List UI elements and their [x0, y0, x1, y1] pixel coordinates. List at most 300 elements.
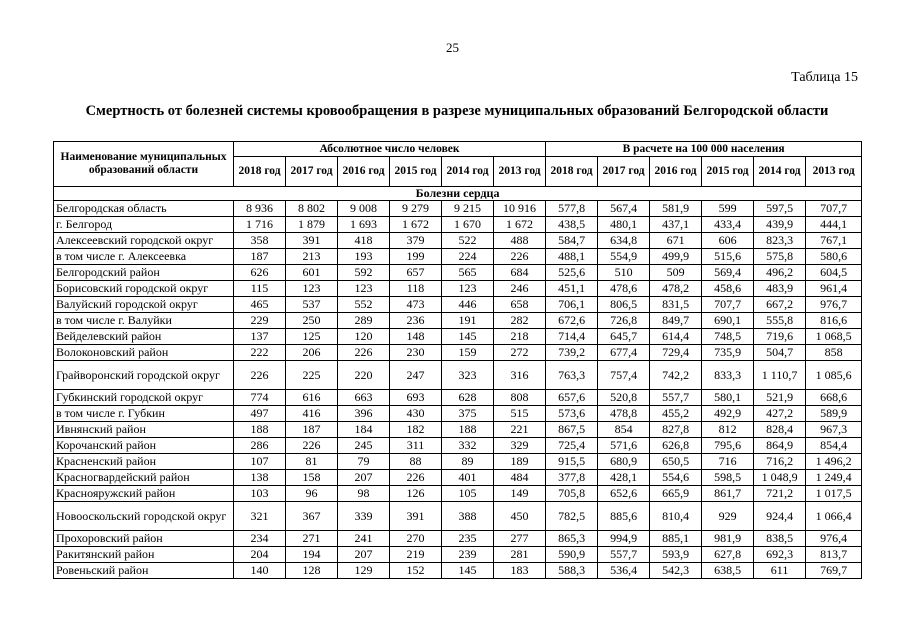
- column-group-absolute: Абсолютное число человек: [234, 142, 546, 157]
- absolute-count-cell: 123: [286, 281, 338, 297]
- municipality-name: Борисовский городской округ: [54, 281, 234, 297]
- rate-per-100000-cell: 858: [806, 345, 862, 361]
- table-row: [54, 313, 862, 329]
- absolute-count-cell: 191: [442, 313, 494, 329]
- rate-per-100000-cell: 580,1: [702, 390, 754, 406]
- absolute-count-cell: 219: [390, 547, 442, 563]
- rate-per-100000-cell: 1 066,4: [806, 502, 862, 531]
- absolute-count-cell: 401: [442, 470, 494, 486]
- absolute-count-cell: 488: [494, 233, 546, 249]
- absolute-count-cell: 321: [234, 502, 286, 531]
- column-header-name: Наименование муниципальных образований области: [54, 142, 234, 187]
- absolute-count-cell: 158: [286, 470, 338, 486]
- absolute-count-cell: 107: [234, 454, 286, 470]
- rate-per-100000-cell: 599: [702, 201, 754, 217]
- document-title: Смертность от болезней системы кровообращения в разрезе муниципальных образований Белгородской области: [85, 103, 829, 119]
- absolute-count-cell: 329: [494, 438, 546, 454]
- rate-per-100000-cell: 488,1: [546, 249, 598, 265]
- rate-per-100000-cell: 427,2: [754, 406, 806, 422]
- rate-per-100000-cell: 690,1: [702, 313, 754, 329]
- rate-per-100000-cell: 438,5: [546, 217, 598, 233]
- absolute-count-cell: 416: [286, 406, 338, 422]
- absolute-count-cell: 418: [338, 233, 390, 249]
- absolute-count-cell: 115: [234, 281, 286, 297]
- rate-per-100000-cell: 597,5: [754, 201, 806, 217]
- rate-per-100000-cell: 994,9: [598, 531, 650, 547]
- rate-per-100000-cell: 478,6: [598, 281, 650, 297]
- rate-per-100000-cell: 377,8: [546, 470, 598, 486]
- absolute-count-cell: 658: [494, 297, 546, 313]
- municipality-name: Белгородский район: [54, 265, 234, 281]
- absolute-count-cell: 118: [390, 281, 442, 297]
- rate-per-100000-cell: 705,8: [546, 486, 598, 502]
- absolute-count-cell: 358: [234, 233, 286, 249]
- municipality-name: Корочанский район: [54, 438, 234, 454]
- absolute-count-cell: 522: [442, 233, 494, 249]
- absolute-count-cell: 9 008: [338, 201, 390, 217]
- rate-per-100000-cell: 542,3: [650, 563, 702, 579]
- section-title: Болезни сердца: [54, 187, 862, 201]
- rate-per-100000-cell: 577,8: [546, 201, 598, 217]
- rate-per-100000-cell: 606: [702, 233, 754, 249]
- rate-per-100000-cell: 706,1: [546, 297, 598, 313]
- rate-per-100000-cell: 569,4: [702, 265, 754, 281]
- rate-per-100000-cell: 627,8: [702, 547, 754, 563]
- absolute-count-cell: 123: [338, 281, 390, 297]
- table-row: [54, 563, 862, 579]
- rate-per-100000-cell: 961,4: [806, 281, 862, 297]
- rate-per-100000-cell: 833,3: [702, 361, 754, 390]
- rate-per-100000-cell: 692,3: [754, 547, 806, 563]
- rate-per-100000-cell: 555,8: [754, 313, 806, 329]
- rate-per-100000-cell: 721,2: [754, 486, 806, 502]
- rate-per-100000-cell: 520,8: [598, 390, 650, 406]
- rate-per-100000-cell: 865,3: [546, 531, 598, 547]
- rate-per-100000-cell: 554,6: [650, 470, 702, 486]
- absolute-count-cell: 1 693: [338, 217, 390, 233]
- municipality-name: Валуйский городской округ: [54, 297, 234, 313]
- absolute-count-cell: 98: [338, 486, 390, 502]
- rate-per-100000-cell: 767,1: [806, 233, 862, 249]
- absolute-count-cell: 10 916: [494, 201, 546, 217]
- rate-per-100000-cell: 924,4: [754, 502, 806, 531]
- absolute-count-cell: 189: [494, 454, 546, 470]
- year-header-rate: 2017 год: [598, 157, 650, 187]
- rate-per-100000-cell: 929: [702, 502, 754, 531]
- rate-per-100000-cell: 581,9: [650, 201, 702, 217]
- absolute-count-cell: 552: [338, 297, 390, 313]
- absolute-count-cell: 241: [338, 531, 390, 547]
- rate-per-100000-cell: 735,9: [702, 345, 754, 361]
- rate-per-100000-cell: 483,9: [754, 281, 806, 297]
- rate-per-100000-cell: 1 048,9: [754, 470, 806, 486]
- table-row: [54, 265, 862, 281]
- rate-per-100000-cell: 854: [598, 422, 650, 438]
- absolute-count-cell: 105: [442, 486, 494, 502]
- absolute-count-cell: 159: [442, 345, 494, 361]
- table-row: [54, 329, 862, 345]
- rate-per-100000-cell: 573,6: [546, 406, 598, 422]
- absolute-count-cell: 187: [234, 249, 286, 265]
- rate-per-100000-cell: 439,9: [754, 217, 806, 233]
- absolute-count-cell: 515: [494, 406, 546, 422]
- absolute-count-cell: 311: [390, 438, 442, 454]
- absolute-count-cell: 218: [494, 329, 546, 345]
- column-group-per-100000: В расчете на 100 000 населения: [546, 142, 862, 157]
- rate-per-100000-cell: 849,7: [650, 313, 702, 329]
- absolute-count-cell: 391: [390, 502, 442, 531]
- absolute-count-cell: 193: [338, 249, 390, 265]
- absolute-count-cell: 230: [390, 345, 442, 361]
- absolute-count-cell: 286: [234, 438, 286, 454]
- table-row: [54, 454, 862, 470]
- absolute-count-cell: 565: [442, 265, 494, 281]
- rate-per-100000-cell: 864,9: [754, 438, 806, 454]
- rate-per-100000-cell: 567,4: [598, 201, 650, 217]
- absolute-count-cell: 188: [234, 422, 286, 438]
- absolute-count-cell: 245: [338, 438, 390, 454]
- rate-per-100000-cell: 707,7: [806, 201, 862, 217]
- rate-per-100000-cell: 763,3: [546, 361, 598, 390]
- rate-per-100000-cell: 1 496,2: [806, 454, 862, 470]
- rate-per-100000-cell: 557,7: [598, 547, 650, 563]
- table-row: [54, 486, 862, 502]
- municipality-name: Грайворонский городской округ: [54, 361, 234, 390]
- table-row: [54, 281, 862, 297]
- rate-per-100000-cell: 510: [598, 265, 650, 281]
- absolute-count-cell: 103: [234, 486, 286, 502]
- municipality-name: Губкинский городской округ: [54, 390, 234, 406]
- rate-per-100000-cell: 657,6: [546, 390, 598, 406]
- rate-per-100000-cell: 823,3: [754, 233, 806, 249]
- absolute-count-cell: 396: [338, 406, 390, 422]
- absolute-count-cell: 270: [390, 531, 442, 547]
- rate-per-100000-cell: 480,1: [598, 217, 650, 233]
- rate-per-100000-cell: 729,4: [650, 345, 702, 361]
- rate-per-100000-cell: 580,6: [806, 249, 862, 265]
- municipality-name: г. Белгород: [54, 217, 234, 233]
- absolute-count-cell: 316: [494, 361, 546, 390]
- absolute-count-cell: 808: [494, 390, 546, 406]
- year-header-rate: 2014 год: [754, 157, 806, 187]
- table-row: [54, 531, 862, 547]
- absolute-count-cell: 145: [442, 563, 494, 579]
- absolute-count-cell: 450: [494, 502, 546, 531]
- absolute-count-cell: 774: [234, 390, 286, 406]
- rate-per-100000-cell: 915,5: [546, 454, 598, 470]
- absolute-count-cell: 206: [286, 345, 338, 361]
- rate-per-100000-cell: 478,8: [598, 406, 650, 422]
- table-row: [54, 217, 862, 233]
- absolute-count-cell: 204: [234, 547, 286, 563]
- rate-per-100000-cell: 455,2: [650, 406, 702, 422]
- absolute-count-cell: 484: [494, 470, 546, 486]
- absolute-count-cell: 226: [494, 249, 546, 265]
- rate-per-100000-cell: 478,2: [650, 281, 702, 297]
- absolute-count-cell: 183: [494, 563, 546, 579]
- rate-per-100000-cell: 885,6: [598, 502, 650, 531]
- rate-per-100000-cell: 557,7: [650, 390, 702, 406]
- rate-per-100000-cell: 742,2: [650, 361, 702, 390]
- absolute-count-cell: 446: [442, 297, 494, 313]
- rate-per-100000-cell: 707,7: [702, 297, 754, 313]
- year-header-rate: 2013 год: [806, 157, 862, 187]
- rate-per-100000-cell: 680,9: [598, 454, 650, 470]
- absolute-count-cell: 663: [338, 390, 390, 406]
- absolute-count-cell: 152: [390, 563, 442, 579]
- year-header-rate: 2016 год: [650, 157, 702, 187]
- table-row: [54, 233, 862, 249]
- absolute-count-cell: 220: [338, 361, 390, 390]
- rate-per-100000-cell: 726,8: [598, 313, 650, 329]
- rate-per-100000-cell: 451,1: [546, 281, 598, 297]
- year-header-rate: 2018 год: [546, 157, 598, 187]
- absolute-count-cell: 1 670: [442, 217, 494, 233]
- municipality-name: Краснояружский район: [54, 486, 234, 502]
- rate-per-100000-cell: 458,6: [702, 281, 754, 297]
- rate-per-100000-cell: 854,4: [806, 438, 862, 454]
- table-row: [54, 201, 862, 217]
- table-row: [54, 422, 862, 438]
- rate-per-100000-cell: 716,2: [754, 454, 806, 470]
- rate-per-100000-cell: 976,4: [806, 531, 862, 547]
- absolute-count-cell: 430: [390, 406, 442, 422]
- rate-per-100000-cell: 769,7: [806, 563, 862, 579]
- absolute-count-cell: 271: [286, 531, 338, 547]
- page-number: 25: [446, 40, 459, 55]
- rate-per-100000-cell: 593,9: [650, 547, 702, 563]
- rate-per-100000-cell: 795,6: [702, 438, 754, 454]
- absolute-count-cell: 693: [390, 390, 442, 406]
- rate-per-100000-cell: 671: [650, 233, 702, 249]
- table-row: [54, 438, 862, 454]
- absolute-count-cell: 375: [442, 406, 494, 422]
- absolute-count-cell: 123: [442, 281, 494, 297]
- rate-per-100000-cell: 867,5: [546, 422, 598, 438]
- absolute-count-cell: 657: [390, 265, 442, 281]
- absolute-count-cell: 89: [442, 454, 494, 470]
- municipality-name: Белгородская область: [54, 201, 234, 217]
- absolute-count-cell: 8 936: [234, 201, 286, 217]
- rate-per-100000-cell: 672,6: [546, 313, 598, 329]
- table-row: [54, 297, 862, 313]
- absolute-count-cell: 272: [494, 345, 546, 361]
- absolute-count-cell: 239: [442, 547, 494, 563]
- absolute-count-cell: 182: [390, 422, 442, 438]
- absolute-count-cell: 145: [442, 329, 494, 345]
- rate-per-100000-cell: 428,1: [598, 470, 650, 486]
- rate-per-100000-cell: 509: [650, 265, 702, 281]
- absolute-count-cell: 323: [442, 361, 494, 390]
- absolute-count-cell: 221: [494, 422, 546, 438]
- absolute-count-cell: 234: [234, 531, 286, 547]
- rate-per-100000-cell: 571,6: [598, 438, 650, 454]
- rate-per-100000-cell: 861,7: [702, 486, 754, 502]
- absolute-count-cell: 187: [286, 422, 338, 438]
- absolute-count-cell: 391: [286, 233, 338, 249]
- absolute-count-cell: 9 279: [390, 201, 442, 217]
- absolute-count-cell: 207: [338, 470, 390, 486]
- rate-per-100000-cell: 976,7: [806, 297, 862, 313]
- absolute-count-cell: 367: [286, 502, 338, 531]
- absolute-count-cell: 120: [338, 329, 390, 345]
- rate-per-100000-cell: 590,9: [546, 547, 598, 563]
- absolute-count-cell: 207: [338, 547, 390, 563]
- rate-per-100000-cell: 967,3: [806, 422, 862, 438]
- rate-per-100000-cell: 885,1: [650, 531, 702, 547]
- absolute-count-cell: 226: [286, 438, 338, 454]
- table-row: [54, 406, 862, 422]
- rate-per-100000-cell: 981,9: [702, 531, 754, 547]
- absolute-count-cell: 601: [286, 265, 338, 281]
- absolute-count-cell: 9 215: [442, 201, 494, 217]
- rate-per-100000-cell: 1 249,4: [806, 470, 862, 486]
- table-row: [54, 249, 862, 265]
- absolute-count-cell: 465: [234, 297, 286, 313]
- rate-per-100000-cell: 575,8: [754, 249, 806, 265]
- absolute-count-cell: 126: [390, 486, 442, 502]
- rate-per-100000-cell: 813,7: [806, 547, 862, 563]
- rate-per-100000-cell: 667,2: [754, 297, 806, 313]
- rate-per-100000-cell: 714,4: [546, 329, 598, 345]
- rate-per-100000-cell: 716: [702, 454, 754, 470]
- absolute-count-cell: 226: [390, 470, 442, 486]
- rate-per-100000-cell: 831,5: [650, 297, 702, 313]
- rate-per-100000-cell: 1 110,7: [754, 361, 806, 390]
- municipality-name: Ивнянский район: [54, 422, 234, 438]
- header-row-groups: [54, 142, 862, 157]
- rate-per-100000-cell: 638,5: [702, 563, 754, 579]
- absolute-count-cell: 81: [286, 454, 338, 470]
- absolute-count-cell: 246: [494, 281, 546, 297]
- absolute-count-cell: 194: [286, 547, 338, 563]
- rate-per-100000-cell: 536,4: [598, 563, 650, 579]
- absolute-count-cell: 388: [442, 502, 494, 531]
- rate-per-100000-cell: 634,8: [598, 233, 650, 249]
- table-label: Таблица 15: [791, 70, 858, 85]
- rate-per-100000-cell: 668,6: [806, 390, 862, 406]
- municipality-name: Волоконовский район: [54, 345, 234, 361]
- rate-per-100000-cell: 739,2: [546, 345, 598, 361]
- rate-per-100000-cell: 588,3: [546, 563, 598, 579]
- rate-per-100000-cell: 496,2: [754, 265, 806, 281]
- absolute-count-cell: 229: [234, 313, 286, 329]
- rate-per-100000-cell: 598,5: [702, 470, 754, 486]
- absolute-count-cell: 79: [338, 454, 390, 470]
- rate-per-100000-cell: 525,6: [546, 265, 598, 281]
- rate-per-100000-cell: 492,9: [702, 406, 754, 422]
- rate-per-100000-cell: 810,4: [650, 502, 702, 531]
- municipality-name: Прохоровский район: [54, 531, 234, 547]
- absolute-count-cell: 96: [286, 486, 338, 502]
- municipality-name: Новооскольский городской округ: [54, 502, 234, 531]
- rate-per-100000-cell: 828,4: [754, 422, 806, 438]
- absolute-count-cell: 8 802: [286, 201, 338, 217]
- rate-per-100000-cell: 725,4: [546, 438, 598, 454]
- rate-per-100000-cell: 748,5: [702, 329, 754, 345]
- year-header-abs: 2015 год: [390, 157, 442, 187]
- rate-per-100000-cell: 604,5: [806, 265, 862, 281]
- rate-per-100000-cell: 1 017,5: [806, 486, 862, 502]
- absolute-count-cell: 247: [390, 361, 442, 390]
- absolute-count-cell: 199: [390, 249, 442, 265]
- rate-per-100000-cell: 433,4: [702, 217, 754, 233]
- year-header-abs: 2018 год: [234, 157, 286, 187]
- table-row: [54, 547, 862, 563]
- rate-per-100000-cell: 611: [754, 563, 806, 579]
- absolute-count-cell: 129: [338, 563, 390, 579]
- absolute-count-cell: 289: [338, 313, 390, 329]
- absolute-count-cell: 1 716: [234, 217, 286, 233]
- rate-per-100000-cell: 499,9: [650, 249, 702, 265]
- absolute-count-cell: 148: [390, 329, 442, 345]
- rate-per-100000-cell: 782,5: [546, 502, 598, 531]
- section-row: [54, 187, 862, 201]
- municipality-name: Алексеевский городской округ: [54, 233, 234, 249]
- municipality-name: Красногвардейский район: [54, 470, 234, 486]
- absolute-count-cell: 224: [442, 249, 494, 265]
- year-header-rate: 2015 год: [702, 157, 754, 187]
- absolute-count-cell: 1 672: [390, 217, 442, 233]
- rate-per-100000-cell: 437,1: [650, 217, 702, 233]
- rate-per-100000-cell: 652,6: [598, 486, 650, 502]
- absolute-count-cell: 277: [494, 531, 546, 547]
- absolute-count-cell: 250: [286, 313, 338, 329]
- rate-per-100000-cell: 665,9: [650, 486, 702, 502]
- absolute-count-cell: 628: [442, 390, 494, 406]
- absolute-count-cell: 379: [390, 233, 442, 249]
- rate-per-100000-cell: 645,7: [598, 329, 650, 345]
- rate-per-100000-cell: 515,6: [702, 249, 754, 265]
- absolute-count-cell: 332: [442, 438, 494, 454]
- absolute-count-cell: 592: [338, 265, 390, 281]
- absolute-count-cell: 537: [286, 297, 338, 313]
- absolute-count-cell: 339: [338, 502, 390, 531]
- rate-per-100000-cell: 1 085,6: [806, 361, 862, 390]
- rate-per-100000-cell: 554,9: [598, 249, 650, 265]
- absolute-count-cell: 226: [338, 345, 390, 361]
- year-header-abs: 2014 год: [442, 157, 494, 187]
- rate-per-100000-cell: 827,8: [650, 422, 702, 438]
- municipality-name: Вейделевский район: [54, 329, 234, 345]
- absolute-count-cell: 684: [494, 265, 546, 281]
- absolute-count-cell: 473: [390, 297, 442, 313]
- rate-per-100000-cell: 838,5: [754, 531, 806, 547]
- table-row: [54, 361, 862, 390]
- table-row: [54, 502, 862, 531]
- rate-per-100000-cell: 444,1: [806, 217, 862, 233]
- absolute-count-cell: 225: [286, 361, 338, 390]
- absolute-count-cell: 213: [286, 249, 338, 265]
- absolute-count-cell: 188: [442, 422, 494, 438]
- absolute-count-cell: 616: [286, 390, 338, 406]
- absolute-count-cell: 128: [286, 563, 338, 579]
- mortality-table: [53, 141, 862, 579]
- absolute-count-cell: 222: [234, 345, 286, 361]
- absolute-count-cell: 497: [234, 406, 286, 422]
- absolute-count-cell: 281: [494, 547, 546, 563]
- absolute-count-cell: 140: [234, 563, 286, 579]
- year-header-abs: 2016 год: [338, 157, 390, 187]
- rate-per-100000-cell: 614,4: [650, 329, 702, 345]
- rate-per-100000-cell: 589,9: [806, 406, 862, 422]
- absolute-count-cell: 235: [442, 531, 494, 547]
- absolute-count-cell: 1 879: [286, 217, 338, 233]
- rate-per-100000-cell: 521,9: [754, 390, 806, 406]
- absolute-count-cell: 1 672: [494, 217, 546, 233]
- rate-per-100000-cell: 584,7: [546, 233, 598, 249]
- year-header-abs: 2013 год: [494, 157, 546, 187]
